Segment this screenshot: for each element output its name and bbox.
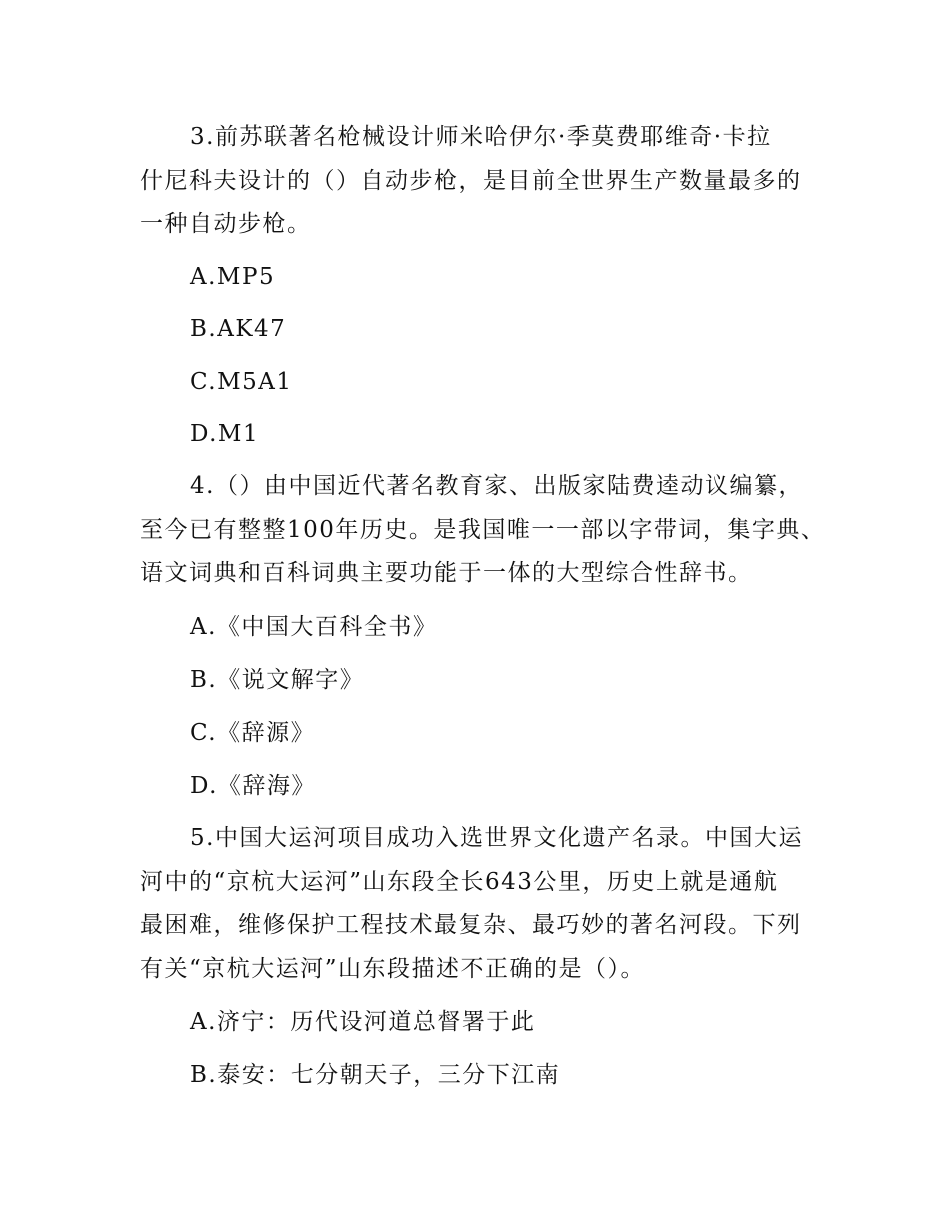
question-4-line-2: 至今已有整整100年历史。是我国唯一一部以字带词，集字典、 [140, 517, 826, 543]
question-3-option-c: C.M5A1 [190, 369, 293, 395]
question-4-line-3: 语文词典和百科词典主要功能于一体的大型综合性辞书。 [140, 560, 753, 586]
question-3-option-b: B.AK47 [190, 316, 287, 342]
question-3-line-3: 一种自动步枪。 [140, 211, 312, 237]
question-4-option-a: A.《中国大百科全书》 [190, 614, 438, 640]
question-4-option-c: C.《辞源》 [190, 720, 316, 746]
question-5-line-2: 河中的“京杭大运河”山东段全长643公里，历史上就是通航 [140, 869, 779, 895]
question-5-line-3: 最困难，维修保护工程技术最复杂、最巧妙的著名河段。下列 [140, 912, 802, 938]
question-3-option-a: A.MP5 [190, 264, 276, 290]
question-5-option-b: B.泰安：七分朝天子，三分下江南 [190, 1062, 561, 1088]
question-4-option-d: D.《辞海》 [190, 773, 316, 799]
question-5-line-1: 5.中国大运河项目成功入选世界文化遗产名录。中国大运 [190, 825, 803, 851]
question-3-line-2: 什尼科夫设计的（）自动步枪，是目前全世界生产数量最多的 [140, 168, 802, 194]
question-5-line-4: 有关“京杭大运河”山东段描述不正确的是（）。 [140, 956, 646, 982]
question-4-line-1: 4.（）由中国近代著名教育家、出版家陆费逵动议编纂， [190, 473, 803, 499]
question-4-option-b: B.《说文解字》 [190, 667, 365, 693]
question-3-option-d: D.M1 [190, 421, 260, 447]
question-5-option-a: A.济宁：历代设河道总督署于此 [190, 1009, 536, 1035]
question-3-line-1: 3.前苏联著名枪械设计师米哈伊尔·季莫费耶维奇·卡拉 [190, 124, 772, 150]
